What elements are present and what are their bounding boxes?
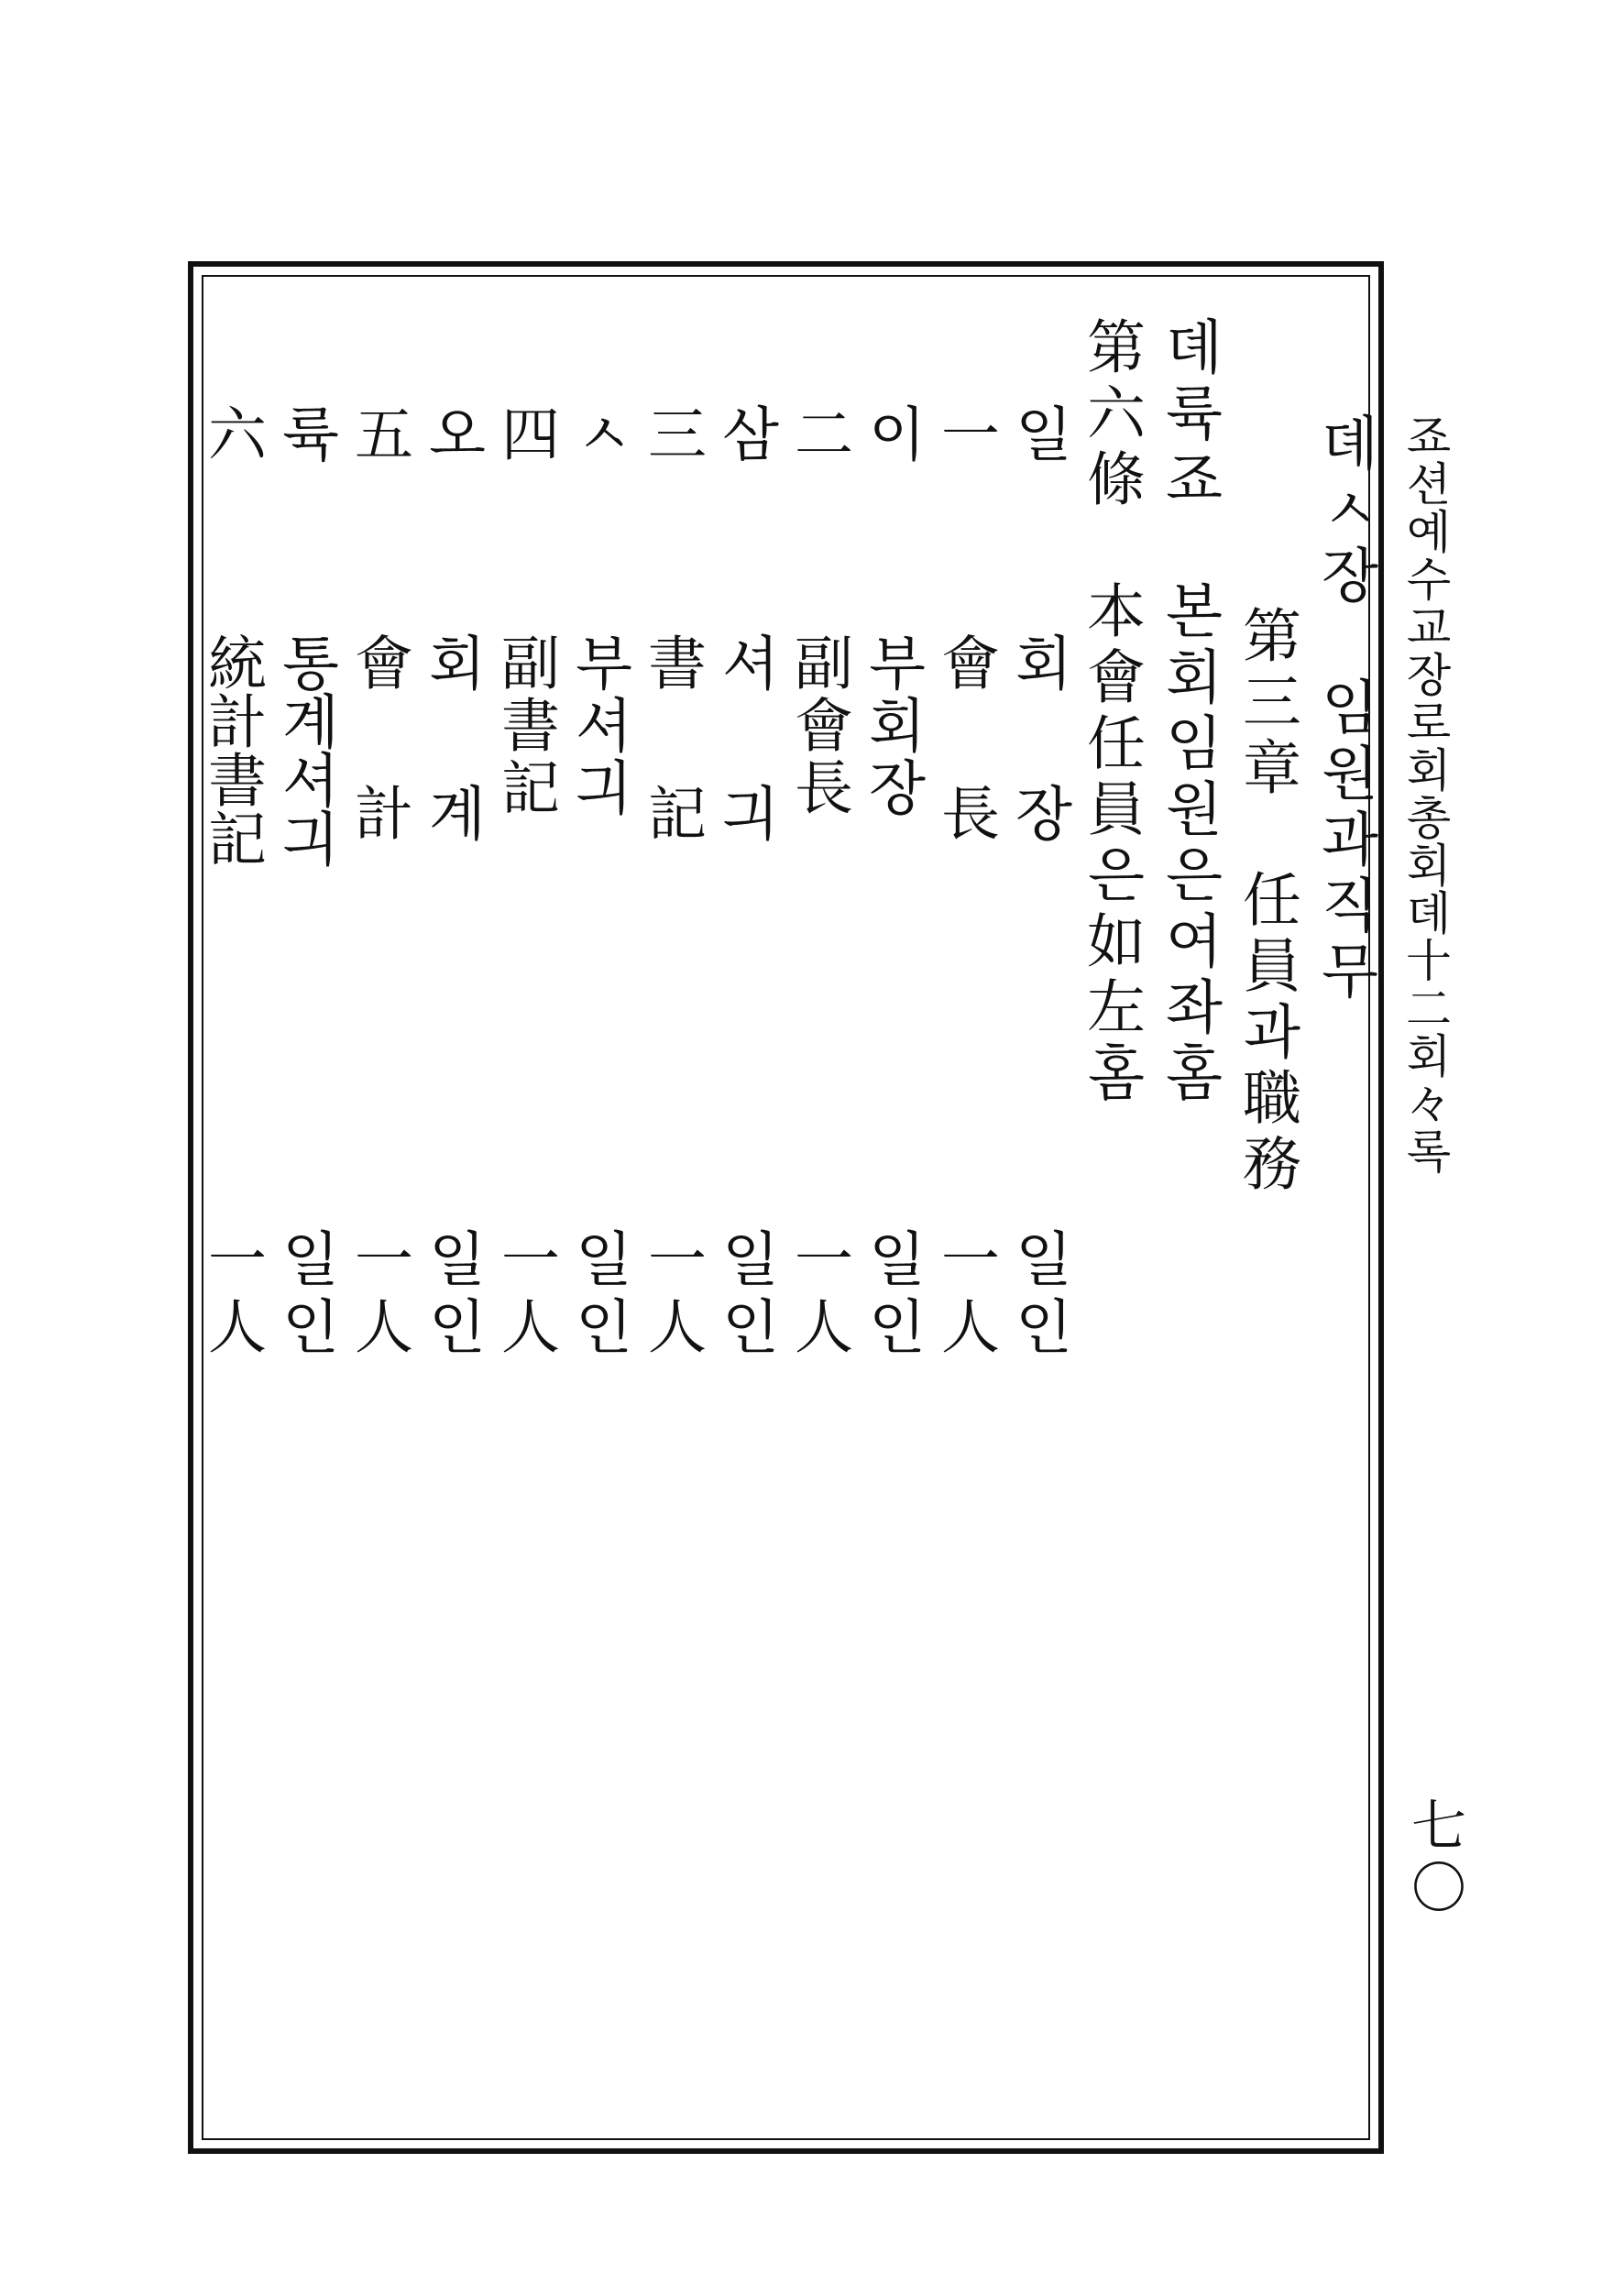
officer-title: 會 計: [345, 632, 412, 858]
officer-title: 副書記: [491, 632, 559, 819]
officer-row: [344, 403, 412, 1503]
article-korean: 뎨륙죠 본회임원은여좌홈: [1155, 316, 1223, 1108]
officer-title: 書 記: [638, 632, 706, 858]
officer-count: 일인: [711, 1228, 779, 1364]
officer-number: 三: [638, 403, 706, 462]
officer-number: 四: [491, 403, 559, 462]
officer-count: 一人: [931, 1228, 999, 1364]
officer-row: [270, 403, 339, 1503]
officer-number: 륙: [271, 403, 339, 462]
running-head: 죠션예수교장로회총회뎨十二회々록: [1399, 412, 1452, 1175]
officer-row: [1004, 403, 1072, 1503]
officer-number: 五: [345, 403, 412, 462]
officer-title: 통계셔긔: [271, 632, 339, 867]
officer-title: 부셔긔: [565, 632, 632, 819]
officer-title: 셔 긔: [711, 632, 779, 858]
officer-title: 統計書記: [198, 632, 266, 867]
officer-count: 一人: [345, 1228, 412, 1364]
officer-row: [710, 403, 779, 1503]
officer-title: 회 계: [418, 632, 486, 858]
officer-count: 一人: [785, 1228, 852, 1364]
officer-count: 一人: [638, 1228, 706, 1364]
officer-title: 會 長: [931, 632, 999, 858]
officer-count: 一人: [198, 1228, 266, 1364]
officer-row: [197, 403, 266, 1503]
officer-number: ㅅ: [565, 403, 632, 462]
officer-number: 일: [1004, 403, 1072, 462]
officer-row: [417, 403, 486, 1503]
officer-number: 一: [931, 403, 999, 462]
officer-title: 副會長: [785, 632, 852, 819]
officer-number: 六: [198, 403, 266, 462]
officer-row: [564, 403, 632, 1503]
officer-number: 삼: [711, 403, 779, 462]
officer-row: [637, 403, 706, 1503]
section-title-korean: 뎨ㅅ장 임원과직무: [1311, 412, 1378, 1006]
officer-number: 이: [858, 403, 926, 462]
officer-count: 일인: [1004, 1228, 1072, 1364]
officer-row: [930, 403, 999, 1503]
officer-count: 一人: [491, 1228, 559, 1364]
officer-count: 일인: [858, 1228, 926, 1364]
officer-number: 오: [418, 403, 486, 462]
officer-count: 일인: [271, 1228, 339, 1364]
article-hanja: 第六條 本會任員은如左홈: [1077, 316, 1145, 1108]
page-number: 七〇: [1402, 1796, 1466, 1921]
officer-title: 부회장: [858, 632, 926, 819]
officer-row: [784, 403, 852, 1503]
officer-number: 二: [785, 403, 852, 462]
officer-count: 일인: [565, 1228, 632, 1364]
officer-row: [490, 403, 559, 1503]
officer-title: 회 장: [1004, 632, 1072, 858]
officer-row: [857, 403, 926, 1503]
officer-count: 일인: [418, 1228, 486, 1364]
section-title-hanja: 第三章 任員과職務: [1233, 605, 1300, 1199]
